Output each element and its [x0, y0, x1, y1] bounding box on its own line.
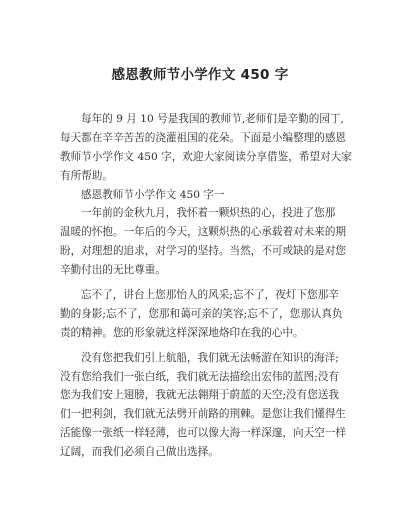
paragraph-1	[60, 204, 352, 280]
text-line: 每天都在辛辛苦苦的浇灌祖国的花朵。下面是小编整理的感恩	[60, 131, 347, 144]
text-line: 忘不了，讲台上您那怡人的风采;忘不了，夜灯下您那辛	[81, 289, 339, 302]
text-line: 没有您给我们一张白纸，我们就无法描绘出宏伟的蓝图;没有	[60, 370, 340, 383]
text-line: 责的精神。您的形象就这样深深地烙印在我的心中。	[60, 326, 304, 339]
text-line: 盼，对理想的追求，对学习的坚持。当然，不可或缺的是对您	[60, 245, 347, 258]
paragraph-3	[60, 349, 352, 462]
section-heading	[60, 186, 352, 205]
text-line: 勤的身影;忘不了，您那和蔼可亲的笑容;忘不了，您那认真负	[60, 307, 343, 320]
document-body	[60, 110, 352, 462]
text-line: 活能像一张纸一样轻薄，也可以像大海一样深邃，向天空一样	[60, 427, 347, 440]
text-line: 们一把利剑，我们就无法劈开前路的荆棘。是您让我们懂得生	[60, 408, 347, 421]
text-line: 一年前的金秋九月，我怀着一颗炽热的心，投进了您那	[81, 207, 336, 220]
text-line: 感恩教师节小学作文 450 字一	[81, 188, 225, 201]
text-line: 每年的 9 月 10 号是我国的教师节,老师们是辛勤的园丁,	[81, 113, 344, 125]
text-line: 温暖的怀抱。一年后的今天，这颗炽热的心承载着对未来的期	[60, 226, 347, 239]
text-line: 有所帮助。	[60, 169, 113, 182]
text-line: 教师节小学作文 450 字，欢迎大家阅读分享借鉴，希望对大家	[60, 150, 352, 163]
paragraph-intro	[60, 110, 352, 186]
text-line: 辛勤付出的无比尊重。	[60, 264, 166, 277]
document-title: 感恩教师节小学作文 450 字	[111, 67, 289, 83]
paragraph-2	[60, 286, 352, 343]
text-line: 您为我们安上翅膀，我就无法翱翔于蔚蓝的天空;没有您送我	[60, 389, 340, 402]
text-line: 辽阔，而我们必须自己做出选择。	[60, 446, 219, 459]
text-line: 没有您把我们引上航船，我们就无法畅游在知识的海洋;	[81, 351, 339, 364]
